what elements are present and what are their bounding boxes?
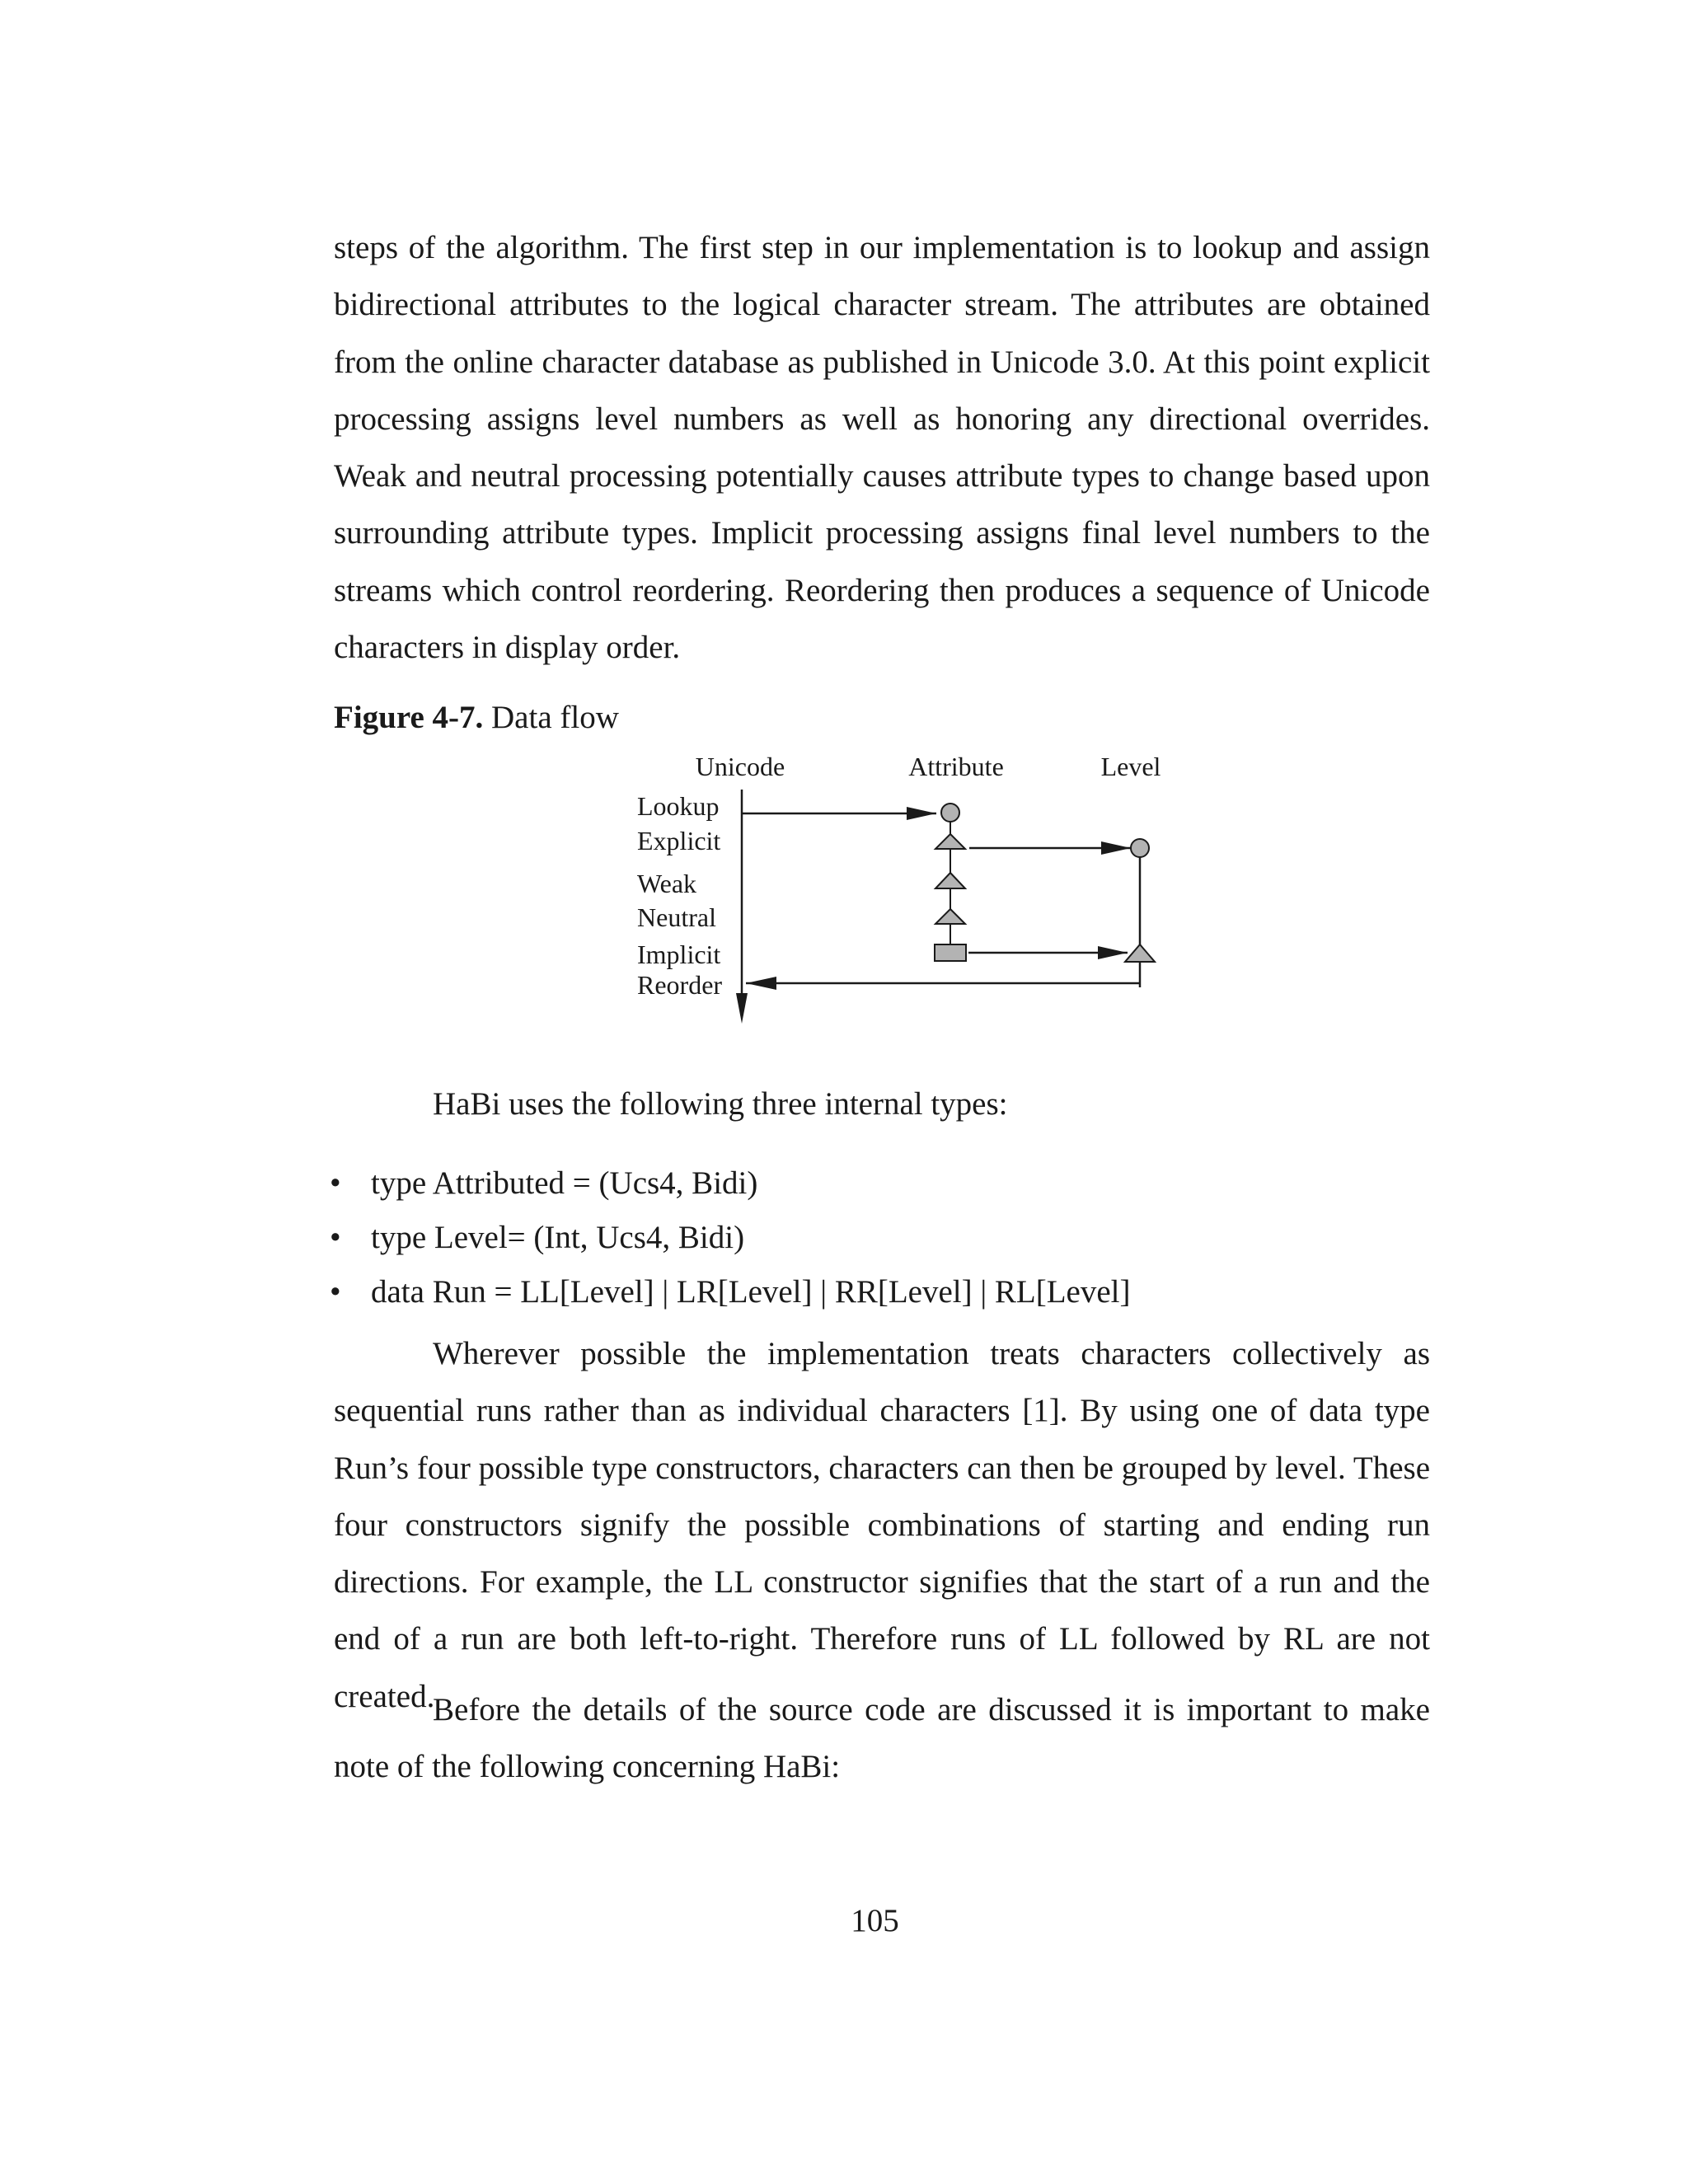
list-item <box>330 1156 1131 1211</box>
list-item <box>330 1211 1131 1265</box>
attribute-lookup-node <box>941 804 959 822</box>
level-explicit-node <box>1131 839 1149 857</box>
figure-label: Figure 4-7. <box>334 700 484 735</box>
attribute-implicit-node <box>935 944 966 961</box>
list-item-text: data Run = LL[Level] | LR[Level] | RR[Level] | RL[Level] <box>371 1274 1131 1310</box>
step-label-weak: Weak <box>637 869 697 898</box>
reorder-arrowhead <box>746 977 776 990</box>
lookup-arrowhead <box>907 807 936 820</box>
paragraph-runs: Wherever possible the implementation treats characters collectively as sequential runs rather than as individual characters [1]. By using one of data type Run’s four possible type constructors, characters can then be grouped by level. These four constructors signify the possible combinations of starting and ending run directions. For example, the LL constructor signifies that the start of a run and the end of a run are both left-to-right. Therefore runs of LL followed by RL are not created. <box>334 1336 1430 1714</box>
list-item-text: type Attributed = (Ucs4, Bidi) <box>371 1165 758 1201</box>
figure-caption <box>334 697 619 738</box>
attribute-neutral-node <box>935 909 965 924</box>
data-flow-diagram <box>626 742 1220 1038</box>
list-item <box>330 1265 1131 1319</box>
level-implicit-node <box>1125 944 1155 962</box>
list-item-text: type Level= (Int, Ucs4, Bidi) <box>371 1220 745 1255</box>
paragraph-algorithm-steps: steps of the algorithm. The first step in our implementation is to lookup and assign bidirectional attributes to the logical character stream. The attributes are obtained from the online character database as published in Unicode 3.0. At this point explicit processing assigns level numbers as well as honoring any directional overrides. Weak and neutral processing potentially causes attribute types to change based upon surrounding attribute types. Implicit processing assigns final level numbers to the streams which control reordering. Reordering then produces a sequence of Unicode characters in display order. <box>334 230 1430 666</box>
step-label-neutral: Neutral <box>637 902 716 932</box>
bullet-marker: • <box>330 1274 341 1310</box>
unicode-stream-arrow <box>736 993 748 1024</box>
column-label-unicode: Unicode <box>695 752 785 781</box>
step-label-reorder: Reorder <box>637 970 723 1000</box>
attribute-explicit-node <box>935 834 965 849</box>
bullet-marker: • <box>330 1165 341 1201</box>
explicit-arrowhead <box>1101 841 1131 855</box>
figure-title: Data flow <box>491 700 619 735</box>
column-label-attribute: Attribute <box>908 752 1004 781</box>
attribute-weak-node <box>935 873 965 888</box>
step-label-lookup: Lookup <box>637 791 720 821</box>
column-label-level: Level <box>1100 752 1161 781</box>
step-label-explicit: Explicit <box>637 826 721 855</box>
step-label-implicit: Implicit <box>637 940 721 969</box>
paragraph-source-code-note: Before the details of the source code are discussed it is important to make note of the following concerning HaBi: <box>334 1692 1430 1785</box>
bullet-marker: • <box>330 1220 341 1255</box>
page-number: 105 <box>851 1903 899 1938</box>
internal-types-list <box>330 1156 1131 1319</box>
paragraph-internal-types: HaBi uses the following three internal types: <box>433 1086 1008 1122</box>
implicit-arrowhead <box>1098 946 1128 959</box>
